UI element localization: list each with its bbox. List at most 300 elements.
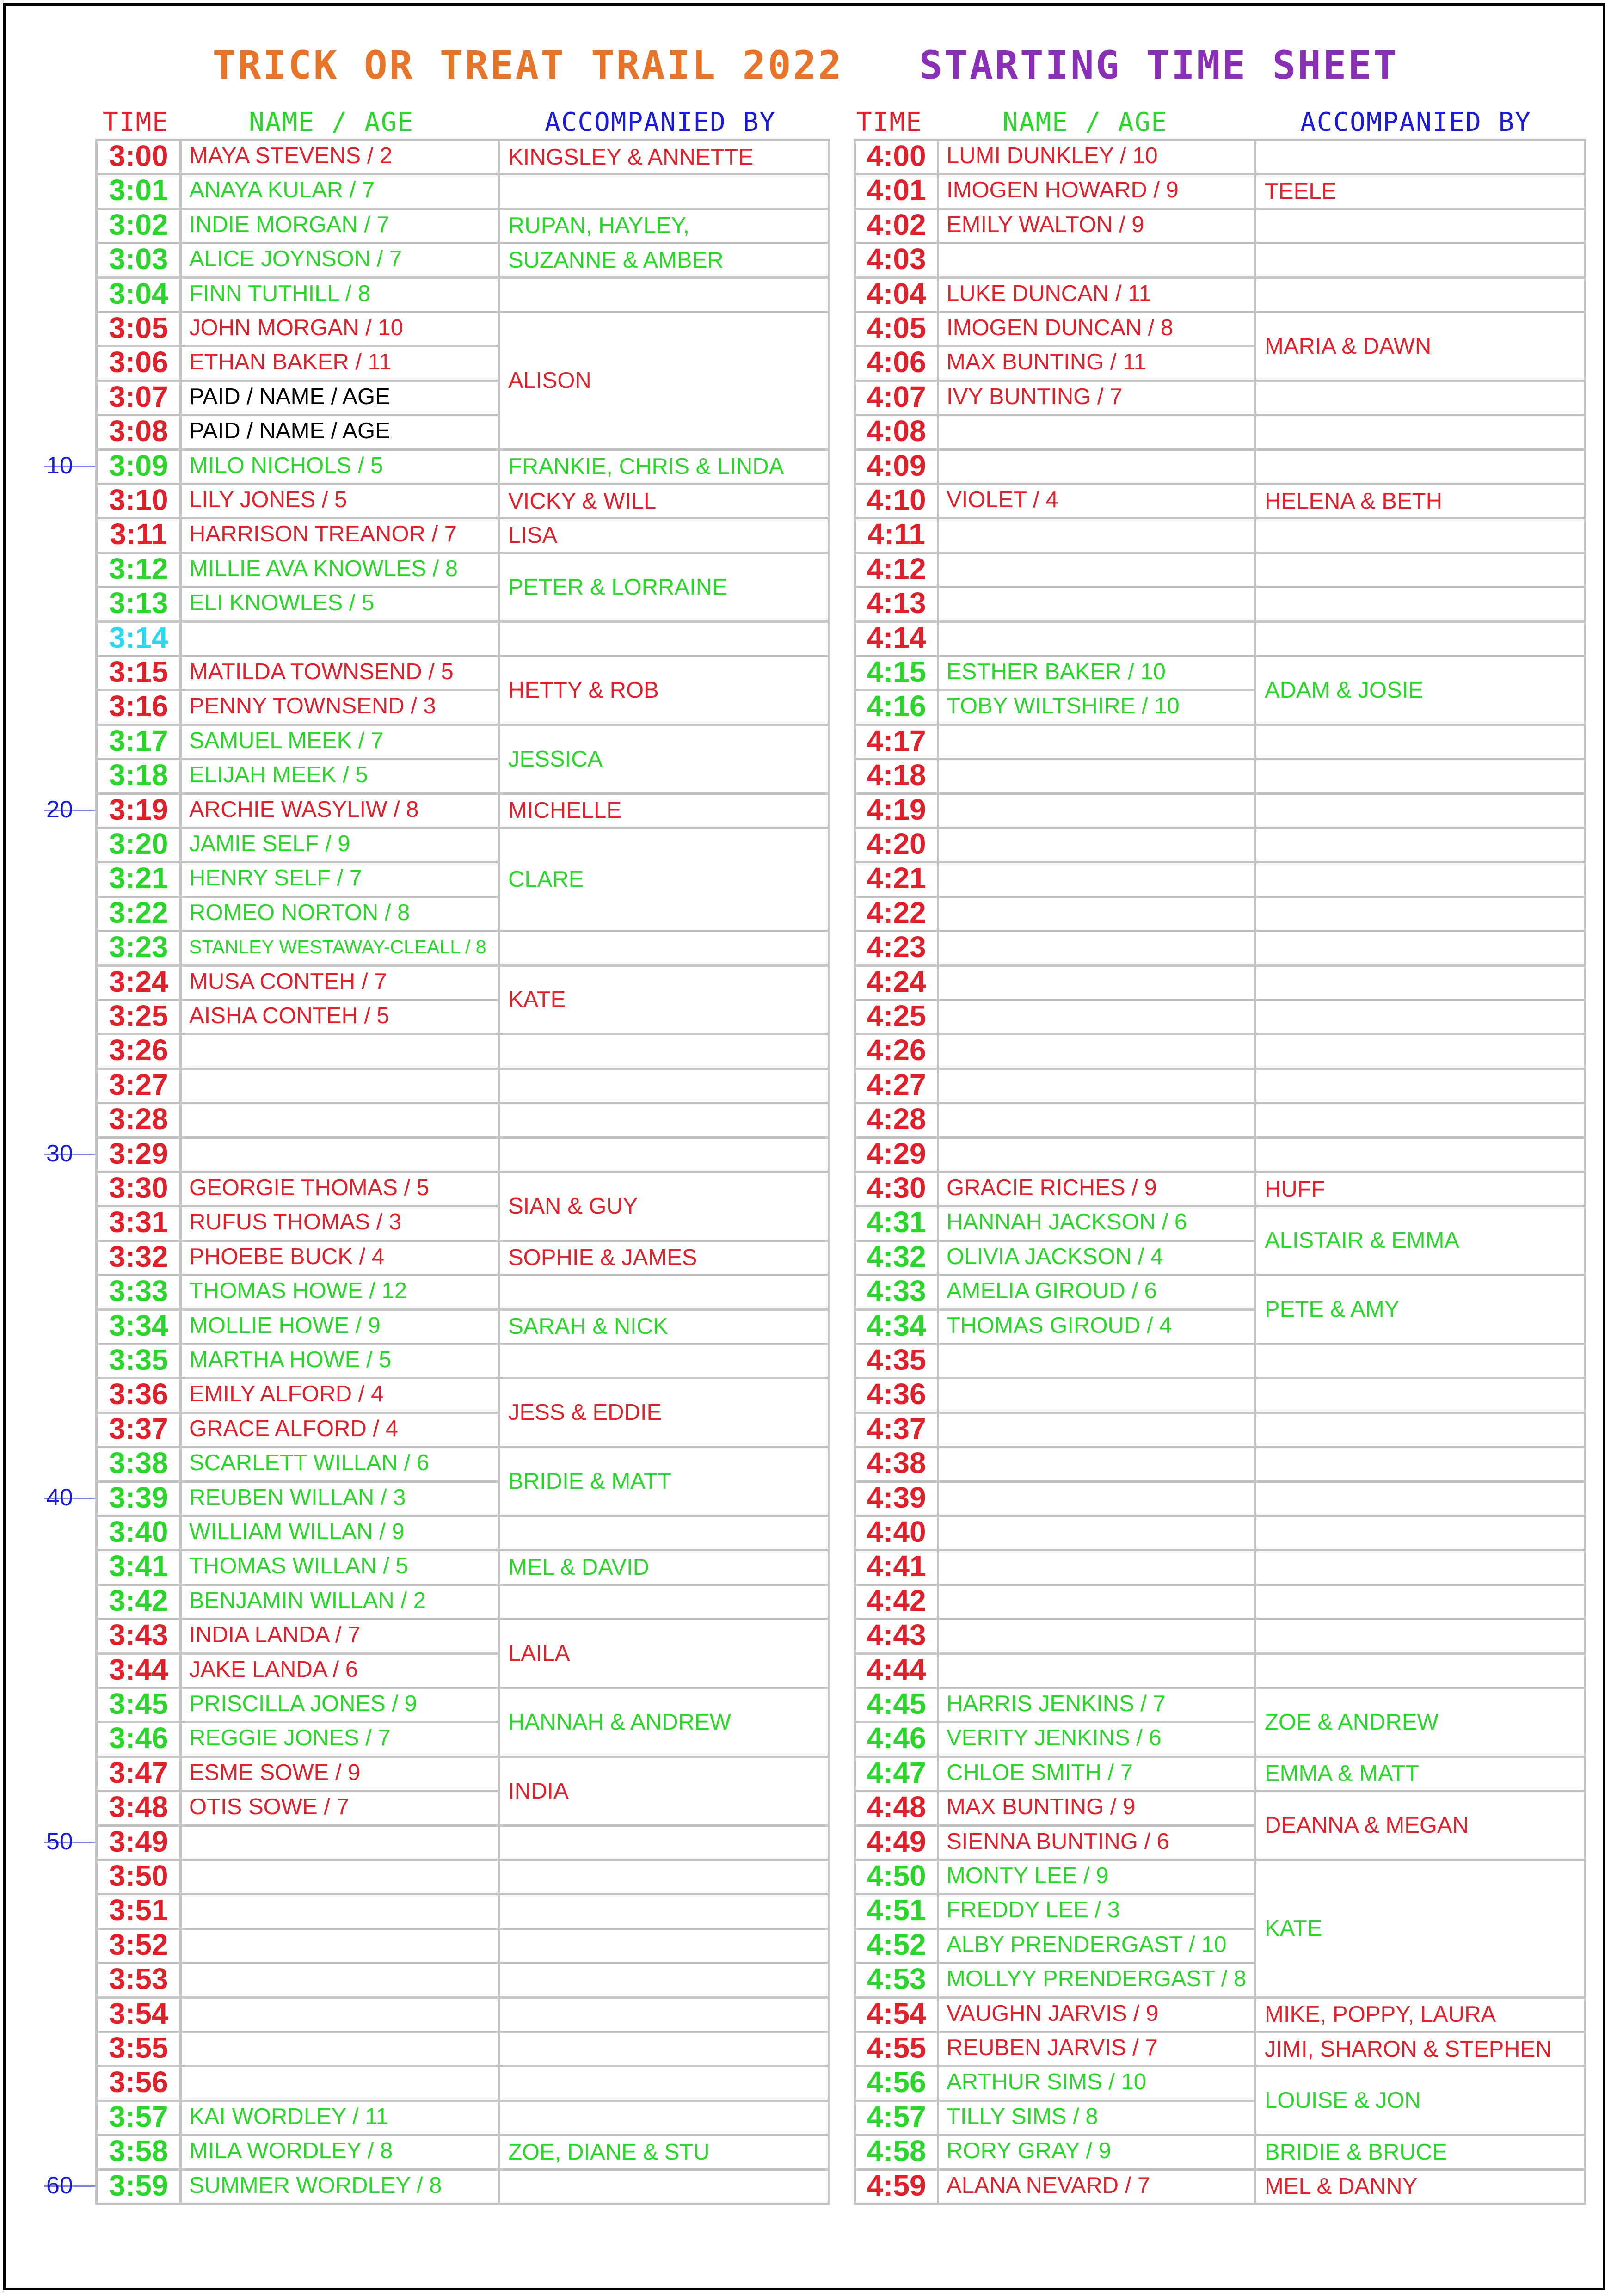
name-age-cell: SIENNA BUNTING / 6 <box>937 1824 1256 1861</box>
name-age-cell <box>179 2065 500 2101</box>
name-age-cell: MILA WORDLEY / 8 <box>179 2134 500 2170</box>
time-cell: 4:36 <box>854 1377 939 1413</box>
time-cell: 4:06 <box>854 345 939 381</box>
name-age-cell: KAI WORDLEY / 11 <box>179 2100 500 2136</box>
time-cell: 4:53 <box>854 1962 939 1998</box>
accompanied-cell: SARAH & NICK <box>498 1308 830 1345</box>
accompanied-cell <box>1254 1480 1586 1517</box>
name-age-cell: THOMAS WILLAN / 5 <box>179 1549 500 1585</box>
accompanied-cell: MEL & DANNY <box>1254 2168 1586 2205</box>
name-age-cell: FREDDY LEE / 3 <box>937 1893 1256 1929</box>
name-age-cell: ARTHUR SIMS / 10 <box>937 2065 1256 2101</box>
accompanied-cell: KATE <box>498 964 830 1036</box>
ruler-label: 10 <box>46 452 73 479</box>
time-cell: 3:41 <box>95 1549 182 1585</box>
time-cell: 3:51 <box>95 1893 182 1929</box>
name-age-cell <box>937 1584 1256 1620</box>
accompanied-cell: DEANNA & MEGAN <box>1254 1790 1586 1861</box>
accompanied-cell: VICKY & WILL <box>498 483 830 519</box>
accompanied-cell: BRIDIE & MATT <box>498 1446 830 1517</box>
name-age-cell: FINN TUTHILL / 8 <box>179 276 500 313</box>
time-cell: 4:50 <box>854 1859 939 1895</box>
accompanied-cell <box>1254 1136 1586 1173</box>
name-age-cell <box>937 1549 1256 1585</box>
accompanied-cell <box>498 1068 830 1104</box>
name-age-cell: ELI KNOWLES / 5 <box>179 586 500 622</box>
time-cell: 4:59 <box>854 2168 939 2205</box>
time-cell: 4:45 <box>854 1687 939 1723</box>
accompanied-cell <box>1254 448 1586 485</box>
accompanied-cell: MICHELLE <box>498 792 830 829</box>
accompanied-cell: JIMI, SHARON & STEPHEN <box>1254 2031 1586 2067</box>
name-age-cell: MONTY LEE / 9 <box>937 1859 1256 1895</box>
time-cell: 3:25 <box>95 999 182 1035</box>
time-cell: 4:43 <box>854 1618 939 1654</box>
accompanied-cell: KINGSLEY & ANNETTE <box>498 139 830 175</box>
time-cell: 4:27 <box>854 1068 939 1104</box>
name-age-cell: VIOLET / 4 <box>937 483 1256 519</box>
time-cell: 4:55 <box>854 2031 939 2067</box>
name-age-cell: VERITY JENKINS / 6 <box>937 1721 1256 1757</box>
accompanied-cell <box>498 1033 830 1069</box>
accompanied-cell: KATE <box>1254 1859 1586 1999</box>
name-age-cell: ALANA NEVARD / 7 <box>937 2168 1256 2205</box>
time-cell: 4:37 <box>854 1412 939 1448</box>
time-cell: 3:42 <box>95 1584 182 1620</box>
name-age-cell <box>937 1068 1256 1104</box>
time-cell: 3:04 <box>95 276 182 313</box>
name-age-cell <box>937 1033 1256 1069</box>
time-cell: 3:22 <box>95 896 182 932</box>
accompanied-cell <box>1254 861 1586 897</box>
time-cell: 3:10 <box>95 483 182 519</box>
time-cell: 3:32 <box>95 1240 182 1276</box>
accompanied-cell <box>498 1343 830 1379</box>
accompanied-cell <box>1254 896 1586 932</box>
time-cell: 4:03 <box>854 242 939 278</box>
name-age-cell: EMILY WALTON / 9 <box>937 208 1256 244</box>
title-trail: TRICK OR TREAT TRAIL 2022 <box>212 43 843 88</box>
name-age-cell: THOMAS HOWE / 12 <box>179 1274 500 1310</box>
header-name-right: NAME / AGE <box>1002 107 1168 137</box>
accompanied-cell <box>498 2168 830 2205</box>
accompanied-cell <box>1254 758 1586 794</box>
name-age-cell: INDIA LANDA / 7 <box>179 1618 500 1654</box>
time-cell: 3:21 <box>95 861 182 897</box>
name-age-cell <box>937 1652 1256 1689</box>
time-cell: 4:47 <box>854 1756 939 1792</box>
time-cell: 3:31 <box>95 1205 182 1241</box>
time-cell: 3:45 <box>95 1687 182 1723</box>
accompanied-cell <box>498 1136 830 1173</box>
name-age-cell: RORY GRAY / 9 <box>937 2134 1256 2170</box>
time-cell: 4:13 <box>854 586 939 622</box>
name-age-cell: GEORGIE THOMAS / 5 <box>179 1171 500 1207</box>
time-cell: 4:51 <box>854 1893 939 1929</box>
name-age-cell <box>179 1928 500 1964</box>
name-age-cell: MILLIE AVA KNOWLES / 8 <box>179 552 500 588</box>
time-cell: 3:43 <box>95 1618 182 1654</box>
name-age-cell: SAMUEL MEEK / 7 <box>179 724 500 760</box>
ruler-label: 20 <box>46 796 73 823</box>
accompanied-cell: JESS & EDDIE <box>498 1377 830 1448</box>
ruler-label: 40 <box>46 1484 73 1511</box>
time-cell: 3:38 <box>95 1446 182 1482</box>
name-age-cell <box>937 1102 1256 1138</box>
time-cell: 3:47 <box>95 1756 182 1792</box>
accompanied-cell <box>498 1274 830 1310</box>
accompanied-cell: MARIA & DAWN <box>1254 311 1586 382</box>
time-cell: 4:32 <box>854 1240 939 1276</box>
time-cell: 3:30 <box>95 1171 182 1207</box>
accompanied-cell <box>1254 1102 1586 1138</box>
accompanied-cell <box>1254 792 1586 829</box>
accompanied-cell <box>498 1996 830 2033</box>
time-cell: 3:58 <box>95 2134 182 2170</box>
time-cell: 4:17 <box>854 724 939 760</box>
time-cell: 4:01 <box>854 173 939 209</box>
time-cell: 3:29 <box>95 1136 182 1173</box>
accompanied-cell <box>498 1102 830 1138</box>
accompanied-cell <box>498 930 830 966</box>
time-cell: 4:08 <box>854 414 939 450</box>
name-age-cell <box>937 964 1256 1001</box>
accompanied-cell <box>1254 1343 1586 1379</box>
ruler-label: 30 <box>46 1140 73 1167</box>
time-cell: 4:29 <box>854 1136 939 1173</box>
time-cell: 4:35 <box>854 1343 939 1379</box>
time-cell: 3:44 <box>95 1652 182 1689</box>
name-age-cell: ALICE JOYNSON / 7 <box>179 242 500 278</box>
time-cell: 4:49 <box>854 1824 939 1861</box>
name-age-cell: PENNY TOWNSEND / 3 <box>179 689 500 725</box>
name-age-cell: JOHN MORGAN / 10 <box>179 311 500 347</box>
name-age-cell <box>937 517 1256 553</box>
name-age-cell <box>179 1136 500 1173</box>
name-age-cell: ROMEO NORTON / 8 <box>179 896 500 932</box>
accompanied-cell <box>1254 242 1586 278</box>
time-cell: 4:09 <box>854 448 939 485</box>
name-age-cell: PHOEBE BUCK / 4 <box>179 1240 500 1276</box>
name-age-cell: GRACIE RICHES / 9 <box>937 1171 1256 1207</box>
accompanied-cell <box>498 1824 830 1861</box>
name-age-cell: AISHA CONTEH / 5 <box>179 999 500 1035</box>
accompanied-cell <box>498 1962 830 1998</box>
name-age-cell: VAUGHN JARVIS / 9 <box>937 1996 1256 2033</box>
name-age-cell: PAID / NAME / AGE <box>179 380 500 416</box>
name-age-cell: ESME SOWE / 9 <box>179 1756 500 1792</box>
name-age-cell: PRISCILLA JONES / 9 <box>179 1687 500 1723</box>
name-age-cell: HENRY SELF / 7 <box>179 861 500 897</box>
accompanied-cell <box>1254 1515 1586 1551</box>
accompanied-cell <box>1254 1584 1586 1620</box>
time-cell: 4:34 <box>854 1308 939 1345</box>
name-age-cell <box>937 758 1256 794</box>
accompanied-cell <box>1254 1446 1586 1482</box>
name-age-cell: LUKE DUNCAN / 11 <box>937 276 1256 313</box>
time-cell: 4:21 <box>854 861 939 897</box>
time-cell: 4:15 <box>854 655 939 691</box>
time-cell: 3:57 <box>95 2100 182 2136</box>
time-cell: 3:36 <box>95 1377 182 1413</box>
ruler-label: 60 <box>46 2172 73 2199</box>
accompanied-cell: RUPAN, HAYLEY, <box>498 208 830 244</box>
time-cell: 4:23 <box>854 930 939 966</box>
name-age-cell <box>937 242 1256 278</box>
name-age-cell: MAX BUNTING / 9 <box>937 1790 1256 1826</box>
time-cell: 3:28 <box>95 1102 182 1138</box>
accompanied-cell <box>1254 586 1586 622</box>
accompanied-cell <box>1254 620 1586 657</box>
time-cell: 4:19 <box>854 792 939 829</box>
time-cell: 3:56 <box>95 2065 182 2101</box>
name-age-cell: OTIS SOWE / 7 <box>179 1790 500 1826</box>
time-cell: 4:00 <box>854 139 939 175</box>
name-age-cell: PAID / NAME / AGE <box>179 414 500 450</box>
name-age-cell: WILLIAM WILLAN / 9 <box>179 1515 500 1551</box>
accompanied-cell: TEELE <box>1254 173 1586 209</box>
time-cell: 4:52 <box>854 1928 939 1964</box>
name-age-cell <box>937 827 1256 863</box>
accompanied-cell: ALISTAIR & EMMA <box>1254 1205 1586 1276</box>
time-cell: 4:11 <box>854 517 939 553</box>
accompanied-cell <box>1254 1377 1586 1413</box>
accompanied-cell <box>1254 1618 1586 1654</box>
name-age-cell <box>179 1859 500 1895</box>
time-cell: 3:59 <box>95 2168 182 2205</box>
name-age-cell: IMOGEN DUNCAN / 8 <box>937 311 1256 347</box>
name-age-cell: BENJAMIN WILLAN / 2 <box>179 1584 500 1620</box>
name-age-cell: OLIVIA JACKSON / 4 <box>937 1240 1256 1276</box>
time-cell: 4:38 <box>854 1446 939 1482</box>
name-age-cell: LUMI DUNKLEY / 10 <box>937 139 1256 175</box>
accompanied-cell <box>1254 414 1586 450</box>
time-cell: 4:18 <box>854 758 939 794</box>
accompanied-cell <box>498 173 830 209</box>
name-age-cell: MAX BUNTING / 11 <box>937 345 1256 381</box>
time-cell: 4:33 <box>854 1274 939 1310</box>
name-age-cell <box>937 1480 1256 1517</box>
name-age-cell <box>937 1377 1256 1413</box>
time-cell: 3:15 <box>95 655 182 691</box>
name-age-cell <box>937 724 1256 760</box>
header-time-left: TIME <box>103 107 169 137</box>
name-age-cell: INDIE MORGAN / 7 <box>179 208 500 244</box>
accompanied-cell: ZOE, DIANE & STU <box>498 2134 830 2170</box>
time-cell: 3:34 <box>95 1308 182 1345</box>
time-cell: 3:13 <box>95 586 182 622</box>
name-age-cell <box>937 930 1256 966</box>
name-age-cell: MARTHA HOWE / 5 <box>179 1343 500 1379</box>
name-age-cell: SUMMER WORDLEY / 8 <box>179 2168 500 2205</box>
accompanied-cell <box>1254 1652 1586 1689</box>
name-age-cell <box>179 1996 500 2033</box>
name-age-cell: LILY JONES / 5 <box>179 483 500 519</box>
name-age-cell <box>179 1893 500 1929</box>
time-cell: 4:07 <box>854 380 939 416</box>
time-cell: 3:26 <box>95 1033 182 1069</box>
name-age-cell: REUBEN WILLAN / 3 <box>179 1480 500 1517</box>
time-cell: 4:58 <box>854 2134 939 2170</box>
accompanied-cell: PETE & AMY <box>1254 1274 1586 1345</box>
name-age-cell <box>937 448 1256 485</box>
time-cell: 3:50 <box>95 1859 182 1895</box>
accompanied-cell <box>498 2100 830 2136</box>
name-age-cell <box>179 1068 500 1104</box>
accompanied-cell: JESSICA <box>498 724 830 795</box>
accompanied-cell <box>498 2031 830 2067</box>
time-cell: 4:54 <box>854 1996 939 2033</box>
time-cell: 3:40 <box>95 1515 182 1551</box>
header-time-right: TIME <box>856 107 922 137</box>
time-cell: 4:40 <box>854 1515 939 1551</box>
accompanied-cell: MEL & DAVID <box>498 1549 830 1585</box>
accompanied-cell <box>498 276 830 313</box>
name-age-cell <box>937 792 1256 829</box>
time-cell: 3:03 <box>95 242 182 278</box>
time-cell: 3:05 <box>95 311 182 347</box>
accompanied-cell <box>1254 1068 1586 1104</box>
schedule-grid <box>95 139 1598 2204</box>
time-cell: 4:22 <box>854 896 939 932</box>
time-cell: 4:46 <box>854 1721 939 1757</box>
time-cell: 4:42 <box>854 1584 939 1620</box>
time-cell: 3:20 <box>95 827 182 863</box>
accompanied-cell <box>498 620 830 657</box>
name-age-cell <box>179 1102 500 1138</box>
accompanied-cell: INDIA <box>498 1756 830 1827</box>
name-age-cell: RUFUS THOMAS / 3 <box>179 1205 500 1241</box>
time-cell: 3:49 <box>95 1824 182 1861</box>
accompanied-cell: CLARE <box>498 827 830 932</box>
name-age-cell: THOMAS GIROUD / 4 <box>937 1308 1256 1345</box>
accompanied-cell <box>498 1859 830 1895</box>
name-age-cell <box>937 414 1256 450</box>
ruler-label: 50 <box>46 1828 73 1855</box>
time-cell: 3:19 <box>95 792 182 829</box>
time-cell: 3:46 <box>95 1721 182 1757</box>
name-age-cell: IMOGEN HOWARD / 9 <box>937 173 1256 209</box>
time-cell: 3:55 <box>95 2031 182 2067</box>
name-age-cell <box>937 1412 1256 1448</box>
accompanied-cell: FRANKIE, CHRIS & LINDA <box>498 448 830 485</box>
name-age-cell <box>937 620 1256 657</box>
time-cell: 3:08 <box>95 414 182 450</box>
accompanied-cell: LOUISE & JON <box>1254 2065 1586 2136</box>
time-cell: 4:14 <box>854 620 939 657</box>
time-cell: 4:30 <box>854 1171 939 1207</box>
time-cell: 3:11 <box>95 517 182 553</box>
name-age-cell: ARCHIE WASYLIW / 8 <box>179 792 500 829</box>
accompanied-cell <box>1254 964 1586 1001</box>
name-age-cell <box>179 1824 500 1861</box>
time-cell: 3:00 <box>95 139 182 175</box>
time-cell: 3:54 <box>95 1996 182 2033</box>
name-age-cell: REUBEN JARVIS / 7 <box>937 2031 1256 2067</box>
accompanied-cell <box>1254 827 1586 863</box>
time-cell: 3:18 <box>95 758 182 794</box>
page-title <box>0 43 1611 88</box>
title-sheet: STARTING TIME SHEET <box>919 43 1399 88</box>
accompanied-cell <box>498 1515 830 1551</box>
time-cell: 3:06 <box>95 345 182 381</box>
accompanied-cell: HUFF <box>1254 1171 1586 1207</box>
accompanied-cell <box>1254 276 1586 313</box>
time-cell: 4:48 <box>854 1790 939 1826</box>
name-age-cell <box>179 620 500 657</box>
name-age-cell: MOLLYY PRENDERGAST / 8 <box>937 1962 1256 1998</box>
time-cell: 4:16 <box>854 689 939 725</box>
name-age-cell: EMILY ALFORD / 4 <box>179 1377 500 1413</box>
accompanied-cell: HELENA & BETH <box>1254 483 1586 519</box>
accompanied-cell: ADAM & JOSIE <box>1254 655 1586 726</box>
name-age-cell: TILLY SIMS / 8 <box>937 2100 1256 2136</box>
name-age-cell <box>937 999 1256 1035</box>
time-cell: 3:52 <box>95 1928 182 1964</box>
time-cell: 3:53 <box>95 1962 182 1998</box>
accompanied-cell: LISA <box>498 517 830 553</box>
name-age-cell: MOLLIE HOWE / 9 <box>179 1308 500 1345</box>
name-age-cell: GRACE ALFORD / 4 <box>179 1412 500 1448</box>
time-cell: 4:20 <box>854 827 939 863</box>
name-age-cell: MATILDA TOWNSEND / 5 <box>179 655 500 691</box>
time-cell: 3:39 <box>95 1480 182 1517</box>
time-cell: 4:26 <box>854 1033 939 1069</box>
accompanied-cell: MIKE, POPPY, LAURA <box>1254 1996 1586 2033</box>
name-age-cell: ANAYA KULAR / 7 <box>179 173 500 209</box>
accompanied-cell: BRIDIE & BRUCE <box>1254 2134 1586 2170</box>
time-cell: 3:35 <box>95 1343 182 1379</box>
name-age-cell: STANLEY WESTAWAY-CLEALL / 8 <box>179 930 500 966</box>
accompanied-cell: LAILA <box>498 1618 830 1689</box>
accompanied-cell <box>1254 1549 1586 1585</box>
header-accompanied-left: ACCOMPANIED BY <box>545 107 776 137</box>
time-cell: 3:17 <box>95 724 182 760</box>
accompanied-cell <box>1254 1412 1586 1448</box>
name-age-cell: HARRIS JENKINS / 7 <box>937 1687 1256 1723</box>
time-cell: 3:07 <box>95 380 182 416</box>
name-age-cell: TOBY WILTSHIRE / 10 <box>937 689 1256 725</box>
accompanied-cell: SUZANNE & AMBER <box>498 242 830 278</box>
name-age-cell <box>937 861 1256 897</box>
name-age-cell: IVY BUNTING / 7 <box>937 380 1256 416</box>
name-age-cell: REGGIE JONES / 7 <box>179 1721 500 1757</box>
name-age-cell: HARRISON TREANOR / 7 <box>179 517 500 553</box>
name-age-cell: ETHAN BAKER / 11 <box>179 345 500 381</box>
time-cell: 4:44 <box>854 1652 939 1689</box>
time-cell: 3:33 <box>95 1274 182 1310</box>
name-age-cell <box>937 586 1256 622</box>
name-age-cell: JAMIE SELF / 9 <box>179 827 500 863</box>
accompanied-cell <box>498 1893 830 1929</box>
accompanied-cell: ALISON <box>498 311 830 451</box>
accompanied-cell <box>498 2065 830 2101</box>
time-cell: 4:28 <box>854 1102 939 1138</box>
time-cell: 4:10 <box>854 483 939 519</box>
time-cell: 3:14 <box>95 620 182 657</box>
name-age-cell <box>179 2031 500 2067</box>
accompanied-cell: SOPHIE & JAMES <box>498 1240 830 1276</box>
accompanied-cell <box>1254 517 1586 553</box>
name-age-cell: JAKE LANDA / 6 <box>179 1652 500 1689</box>
accompanied-cell: PETER & LORRAINE <box>498 552 830 623</box>
time-cell: 3:24 <box>95 964 182 1001</box>
header-name-left: NAME / AGE <box>249 107 414 137</box>
accompanied-cell <box>1254 380 1586 416</box>
accompanied-cell <box>1254 208 1586 244</box>
accompanied-cell: HETTY & ROB <box>498 655 830 726</box>
name-age-cell: ALBY PRENDERGAST / 10 <box>937 1928 1256 1964</box>
